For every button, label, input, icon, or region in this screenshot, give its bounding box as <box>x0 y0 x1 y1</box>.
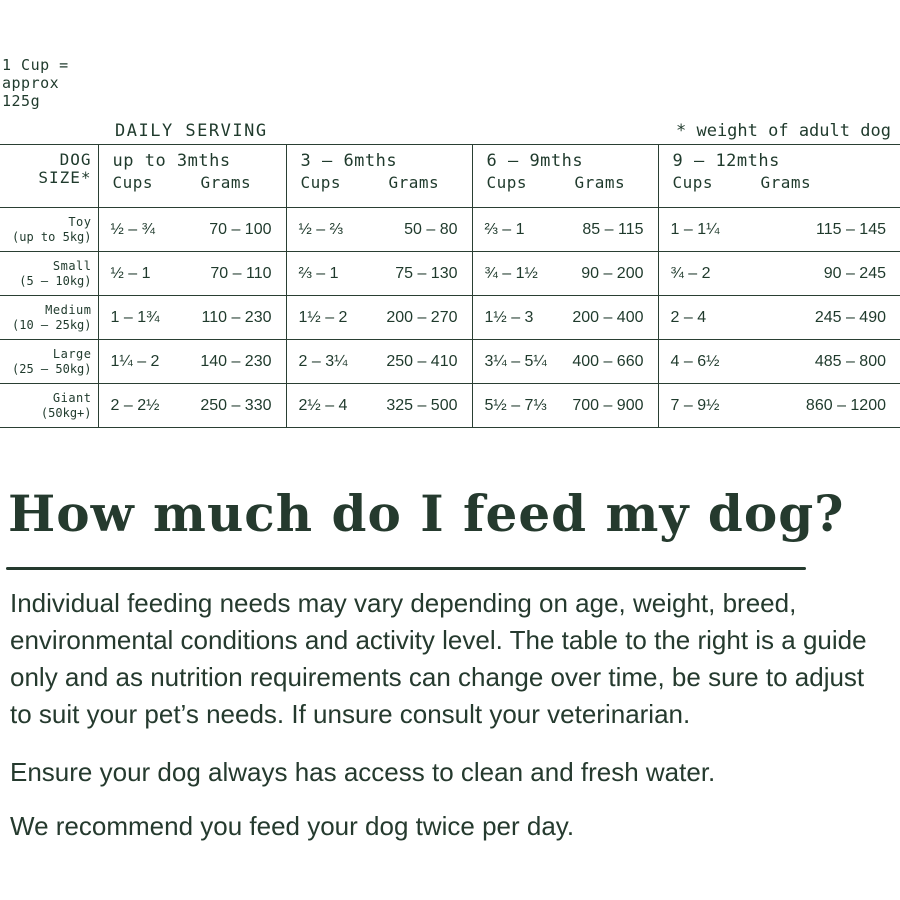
grams-value: 70 – 110 <box>210 264 272 282</box>
grams-value: 250 – 330 <box>200 396 272 414</box>
size-range: (up to 5kg) <box>12 229 92 244</box>
cups-value: ½ – ¾ <box>110 220 155 238</box>
serving-cell <box>286 208 472 252</box>
dog-size-header <box>0 145 98 208</box>
feeding-frequency-paragraph: We recommend you feed your dog twice per day. <box>10 811 575 841</box>
cup-note-line: 125g <box>2 92 41 110</box>
grams-value: 70 – 100 <box>209 220 272 238</box>
cups-value: ½ – ⅔ <box>298 220 343 238</box>
table-header-row <box>0 145 900 208</box>
cups-value: 4 – 6½ <box>670 352 720 370</box>
serving-cell <box>98 208 286 252</box>
serving-cell <box>658 384 900 428</box>
cups-value: 1½ – 2 <box>298 308 348 326</box>
serving-cell <box>472 340 658 384</box>
age-header <box>658 145 900 208</box>
cup-note-line: approx <box>2 74 60 92</box>
serving-cell <box>658 296 900 340</box>
grams-value: 860 – 1200 <box>805 396 886 414</box>
serving-cell <box>472 208 658 252</box>
size-name: Giant <box>52 390 92 405</box>
serving-cell <box>286 384 472 428</box>
dog-size-cell <box>0 252 98 296</box>
cups-label: Cups <box>486 173 528 192</box>
grams-value: 115 – 145 <box>816 220 886 238</box>
size-range: (5 – 10kg) <box>19 273 92 288</box>
table-row <box>0 208 900 252</box>
grams-value: 90 – 245 <box>823 264 886 282</box>
grams-value: 90 – 200 <box>581 264 644 282</box>
serving-cell <box>472 296 658 340</box>
cups-value: ¾ – 1½ <box>484 264 538 282</box>
grams-value: 700 – 900 <box>572 396 644 414</box>
table-row <box>0 252 900 296</box>
age-label: 9 – 12mths <box>672 151 780 171</box>
size-name: Medium <box>45 302 92 317</box>
serving-cell <box>658 208 900 252</box>
dog-size-cell <box>0 340 98 384</box>
age-header <box>286 145 472 208</box>
size-name: Large <box>52 346 92 361</box>
grams-value: 325 – 500 <box>386 396 458 414</box>
grams-value: 245 – 490 <box>814 308 886 326</box>
cups-value: ½ – 1 <box>110 264 151 282</box>
dog-size-cell <box>0 296 98 340</box>
adult-weight-note: * weight of adult dog <box>676 121 891 141</box>
grams-value: 85 – 115 <box>582 220 644 238</box>
cups-value: ⅔ – 1 <box>298 264 339 282</box>
daily-serving-heading: DAILY SERVING <box>115 121 268 141</box>
cups-value: 5½ – 7⅓ <box>484 396 547 414</box>
cups-value: 2½ – 4 <box>298 396 348 414</box>
size-name: Toy <box>68 214 92 229</box>
size-header-line: SIZE* <box>38 168 92 187</box>
cups-value: 7 – 9½ <box>670 396 720 414</box>
cups-value: 2 – 2½ <box>110 396 160 414</box>
grams-value: 110 – 230 <box>201 308 272 326</box>
grams-label: Grams <box>388 173 440 192</box>
cups-value: ⅔ – 1 <box>484 220 525 238</box>
serving-cell <box>98 296 286 340</box>
size-range: (50kg+) <box>40 405 92 420</box>
cups-value: 3¼ – 5¼ <box>484 352 547 370</box>
grams-label: Grams <box>200 173 252 192</box>
grams-value: 200 – 400 <box>572 308 644 326</box>
age-header <box>98 145 286 208</box>
serving-cell <box>286 252 472 296</box>
cups-label: Cups <box>300 173 342 192</box>
size-name: Small <box>52 258 92 273</box>
water-note-paragraph: Ensure your dog always has access to clean and fresh water. <box>10 757 716 787</box>
grams-value: 200 – 270 <box>386 308 458 326</box>
grams-value: 400 – 660 <box>572 352 644 370</box>
grams-value: 485 – 800 <box>814 352 886 370</box>
cups-value: 1 – 1¾ <box>110 308 160 326</box>
cups-value: 2 – 3¼ <box>298 352 348 370</box>
grams-label: Grams <box>760 173 812 192</box>
serving-cell <box>286 340 472 384</box>
cups-value: ¾ – 2 <box>670 264 711 282</box>
age-label: 6 – 9mths <box>486 151 584 171</box>
cups-label: Cups <box>112 173 154 192</box>
cup-conversion-note <box>2 56 69 110</box>
serving-cell <box>98 340 286 384</box>
serving-cell <box>658 252 900 296</box>
size-header-line: DOG <box>59 150 92 169</box>
table-row <box>0 384 900 428</box>
age-header <box>472 145 658 208</box>
cups-label: Cups <box>672 173 714 192</box>
table-row <box>0 340 900 384</box>
size-range: (10 – 25kg) <box>12 317 92 332</box>
dog-size-cell <box>0 208 98 252</box>
dog-size-cell <box>0 384 98 428</box>
grams-value: 140 – 230 <box>200 352 272 370</box>
cups-value: 1¼ – 2 <box>110 352 160 370</box>
grams-value: 250 – 410 <box>386 352 458 370</box>
serving-cell <box>98 384 286 428</box>
title-underline <box>6 567 806 570</box>
cups-value: 1½ – 3 <box>484 308 534 326</box>
feeding-table <box>0 144 900 428</box>
serving-cell <box>658 340 900 384</box>
serving-cell <box>286 296 472 340</box>
cup-note-line: 1 Cup = <box>2 56 69 74</box>
page-title: How much do I feed my dog? <box>8 484 845 543</box>
size-range: (25 – 50kg) <box>12 361 92 376</box>
age-label: 3 – 6mths <box>300 151 398 171</box>
grams-value: 75 – 130 <box>395 264 458 282</box>
grams-label: Grams <box>574 173 626 192</box>
serving-cell <box>472 252 658 296</box>
grams-value: 50 – 80 <box>404 220 458 238</box>
cups-value: 1 – 1¼ <box>670 220 720 238</box>
serving-cell <box>472 384 658 428</box>
serving-cell <box>98 252 286 296</box>
age-label: up to 3mths <box>112 151 231 171</box>
cups-value: 2 – 4 <box>670 308 707 326</box>
feeding-guidance-paragraph: Individual feeding needs may vary depending on age, weight, breed, environmental conditions and activity level. The table to the right is a guide only and as nutrition requirements can change over time, be sure to adjust to suit your pet’s needs. If unsure consult your veterinarian. <box>10 588 867 729</box>
table-row <box>0 296 900 340</box>
